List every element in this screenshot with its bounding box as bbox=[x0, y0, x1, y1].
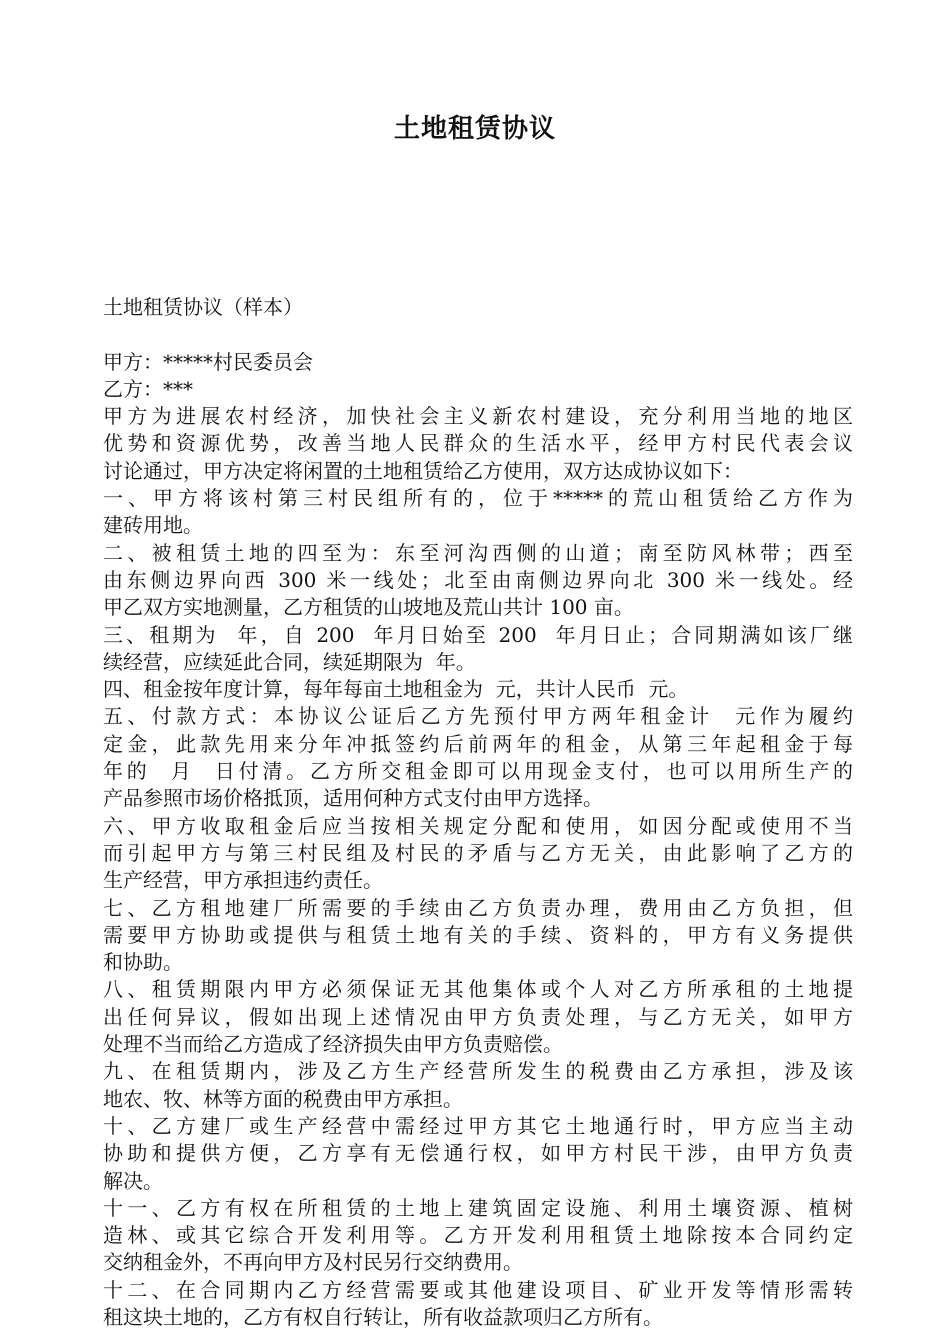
paragraph-line: 十二、在合同期内乙方经营需要或其他建设项目、矿业开发等情形需转 bbox=[103, 1277, 853, 1302]
paragraph-line: 出任何异议，假如出现上述情况由甲方负责处理，与乙方无关，如甲方 bbox=[103, 1004, 853, 1029]
paragraph-clause-8 bbox=[103, 976, 853, 1058]
paragraph-line: 二、被租赁土地的四至为：东至河沟西侧的山道；南至防风林带；西至 bbox=[103, 540, 853, 565]
paragraph-line: 甲乙双方实地测量，乙方租赁的山坡地及荒山共计 100 亩。 bbox=[103, 595, 634, 620]
paragraph-line: 产品参照市场价格抵顶，适用何种方式支付由甲方选择。 bbox=[103, 786, 603, 811]
paragraph-clause-6 bbox=[103, 813, 853, 895]
paragraph-line: 协助和提供方便，乙方享有无偿通行权，如甲方村民干涉，由甲方负责 bbox=[103, 1141, 853, 1166]
paragraph-line: 三、租期为 年，自 200 年月日始至 200 年月日止；合同期满如该厂继 bbox=[103, 622, 853, 647]
paragraph-line: 交纳租金外，不再向甲方及村民另行交纳费用。 bbox=[103, 1250, 523, 1275]
paragraph-line: 八、租赁期限内甲方必须保证无其他集体或个人对乙方所承租的土地提 bbox=[103, 977, 853, 1002]
paragraph-line: 年的 月 日付清。乙方所交租金即可以用现金支付，也可以用所生产的 bbox=[103, 759, 853, 784]
party-b: 乙方：*** bbox=[103, 376, 193, 401]
document-body bbox=[103, 294, 853, 1331]
paragraph-clause-3 bbox=[103, 622, 853, 677]
party-a: 甲方：*****村民委员会 bbox=[103, 349, 313, 374]
paragraph-clause-11 bbox=[103, 1195, 853, 1277]
document-subtitle: 土地租赁协议（样本） bbox=[103, 295, 303, 319]
clauses bbox=[103, 403, 853, 1331]
paragraph-line: 而引起甲方与第三村民组及村民的矛盾与乙方无关，由此影响了乙方的 bbox=[103, 840, 853, 865]
paragraph-line: 建砖用地。 bbox=[103, 513, 203, 538]
paragraph-clause-2 bbox=[103, 540, 853, 622]
document-title: 土地租赁协议 bbox=[393, 114, 556, 144]
paragraph-clause-10 bbox=[103, 1113, 853, 1195]
paragraph-clause-1 bbox=[103, 485, 853, 540]
paragraph-clause-7 bbox=[103, 895, 853, 977]
paragraph-line: 九、在租赁期内，涉及乙方生产经营所发生的税费由乙方承担，涉及该 bbox=[103, 1059, 853, 1084]
paragraph-line: 七、乙方租地建厂所需要的手续由乙方负责办理，费用由乙方负担，但 bbox=[103, 895, 853, 920]
paragraph-line: 和协助。 bbox=[103, 950, 183, 975]
paragraph-line: 造林、或其它综合开发利用等。乙方开发利用租赁土地除按本合同约定 bbox=[103, 1223, 853, 1248]
paragraph-line: 一、甲方将该村第三村民组所有的，位于*****的荒山租赁给乙方作为 bbox=[103, 486, 853, 511]
paragraph-line: 甲方为进展农村经济，加快社会主义新农村建设，充分利用当地的地区 bbox=[103, 404, 853, 429]
paragraph-line: 十、乙方建厂或生产经营中需经过甲方其它土地通行时，甲方应当主动 bbox=[103, 1113, 853, 1138]
paragraph-line: 四、租金按年度计算，每年每亩土地租金为 元，共计人民币 元。 bbox=[103, 677, 689, 702]
paragraph-line: 优势和资源优势，改善当地人民群众的生活水平，经甲方村民代表会议 bbox=[103, 431, 853, 456]
paragraph-line: 五、付款方式：本协议公证后乙方先预付甲方两年租金计 元作为履约 bbox=[103, 704, 853, 729]
blank-line bbox=[103, 321, 853, 348]
paragraph-line: 六、甲方收取租金后应当按相关规定分配和使用，如因分配或使用不当 bbox=[103, 813, 853, 838]
paragraph-clause-4 bbox=[103, 676, 853, 703]
paragraph-clause-5 bbox=[103, 703, 853, 812]
paragraph-line: 解决。 bbox=[103, 1168, 163, 1193]
paragraph-line: 需要甲方协助或提供与租赁土地有关的手续、资料的，甲方有义务提供 bbox=[103, 922, 853, 947]
paragraph-line: 十一、乙方有权在所租赁的土地上建筑固定设施、利用土壤资源、植树 bbox=[103, 1195, 853, 1220]
paragraph-clause-9 bbox=[103, 1058, 853, 1113]
paragraph-line: 讨论通过，甲方决定将闲置的土地租赁给乙方使用，双方达成协议如下： bbox=[103, 458, 743, 483]
paragraph-line: 定金，此款先用来分年冲抵签约后前两年的租金，从第三年起租金于每 bbox=[103, 731, 853, 756]
paragraph-line: 生产经营，甲方承担违约责任。 bbox=[103, 868, 383, 893]
paragraph-line: 续经营，应续延此合同，续延期限为 年。 bbox=[103, 649, 476, 674]
paragraph-preamble bbox=[103, 403, 853, 485]
paragraph-line: 由东侧边界向西 300 米一线处；北至由南侧边界向北 300 米一线处。经 bbox=[103, 567, 853, 592]
paragraph-line: 租这块土地的，乙方有权自行转让，所有收益款项归乙方所有。 bbox=[103, 1304, 663, 1329]
paragraph-line: 地农、牧、林等方面的税费由甲方承担。 bbox=[103, 1086, 463, 1111]
paragraph-line: 处理不当而给乙方造成了经济损失由甲方负责赔偿。 bbox=[103, 1032, 563, 1057]
paragraph-clause-12 bbox=[103, 1277, 853, 1332]
